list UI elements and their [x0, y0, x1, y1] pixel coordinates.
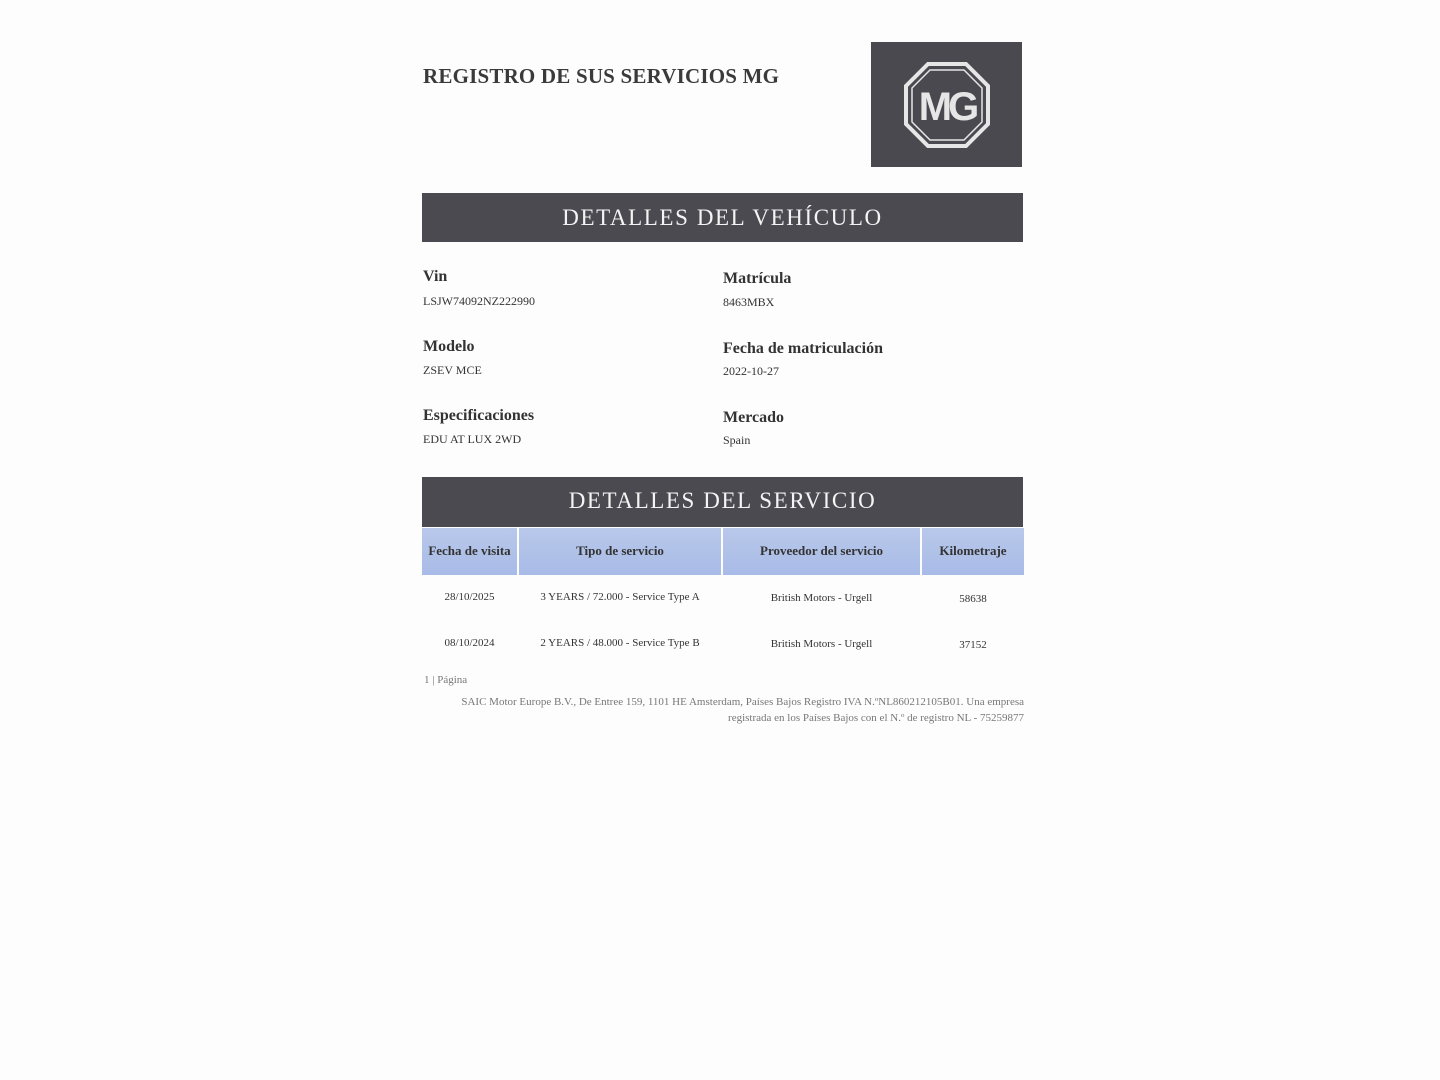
row-mileage: 37152 [959, 639, 987, 651]
row-provider: British Motors - Urgell [770, 592, 873, 604]
service-details-header: DETALLES DEL SERVICIO [422, 477, 1023, 527]
specifications-value: EDU AT LUX 2WD [423, 432, 522, 446]
row-mileage: 58638 [959, 593, 987, 605]
footer-company-line-2: registrada en los Países Bajos con el N.º de registro NL - 75259877 [728, 712, 1024, 724]
row-provider: British Motors - Urgell [770, 638, 873, 650]
page-number: 1 | Página [424, 674, 468, 686]
row-service-type: 2 YEARS / 48.000 - Service Type B [540, 637, 700, 649]
plate-label: Matrícula [723, 270, 792, 287]
plate-value: 8463MBX [723, 295, 775, 309]
vehicle-details-header: DETALLES DEL VEHÍCULO [422, 193, 1023, 242]
registration-date-label: Fecha de matriculación [723, 340, 883, 357]
footer-company-line-1: SAIC Motor Europe B.V., De Entree 159, 1101 HE Amsterdam, Países Bajos Registro IVA N.ºNL860212105B01. Una empresa [461, 696, 1024, 708]
column-header-mileage: Kilometraje [922, 528, 1024, 575]
logo-text: MG [918, 85, 976, 129]
registration-date-value: 2022-10-27 [723, 364, 779, 378]
column-header-service-type: Tipo de servicio [519, 528, 721, 575]
mg-octagon-icon [902, 60, 992, 150]
row-service-type: 3 YEARS / 72.000 - Service Type A [540, 591, 700, 603]
column-header-visit-date: Fecha de visita [422, 528, 517, 575]
mg-logo [871, 42, 1022, 167]
specifications-label: Especificaciones [423, 407, 535, 424]
vin-label: Vin [423, 268, 448, 285]
model-value: ZSEV MCE [423, 363, 482, 377]
document-title: REGISTRO DE SUS SERVICIOS MG [423, 64, 780, 88]
row-visit-date: 08/10/2024 [444, 637, 495, 649]
row-visit-date: 28/10/2025 [444, 591, 495, 603]
vin-value: LSJW74092NZ222990 [423, 294, 535, 308]
market-value: Spain [723, 433, 751, 447]
market-label: Mercado [723, 409, 785, 426]
model-label: Modelo [423, 338, 475, 355]
column-header-provider: Proveedor del servicio [723, 528, 920, 575]
